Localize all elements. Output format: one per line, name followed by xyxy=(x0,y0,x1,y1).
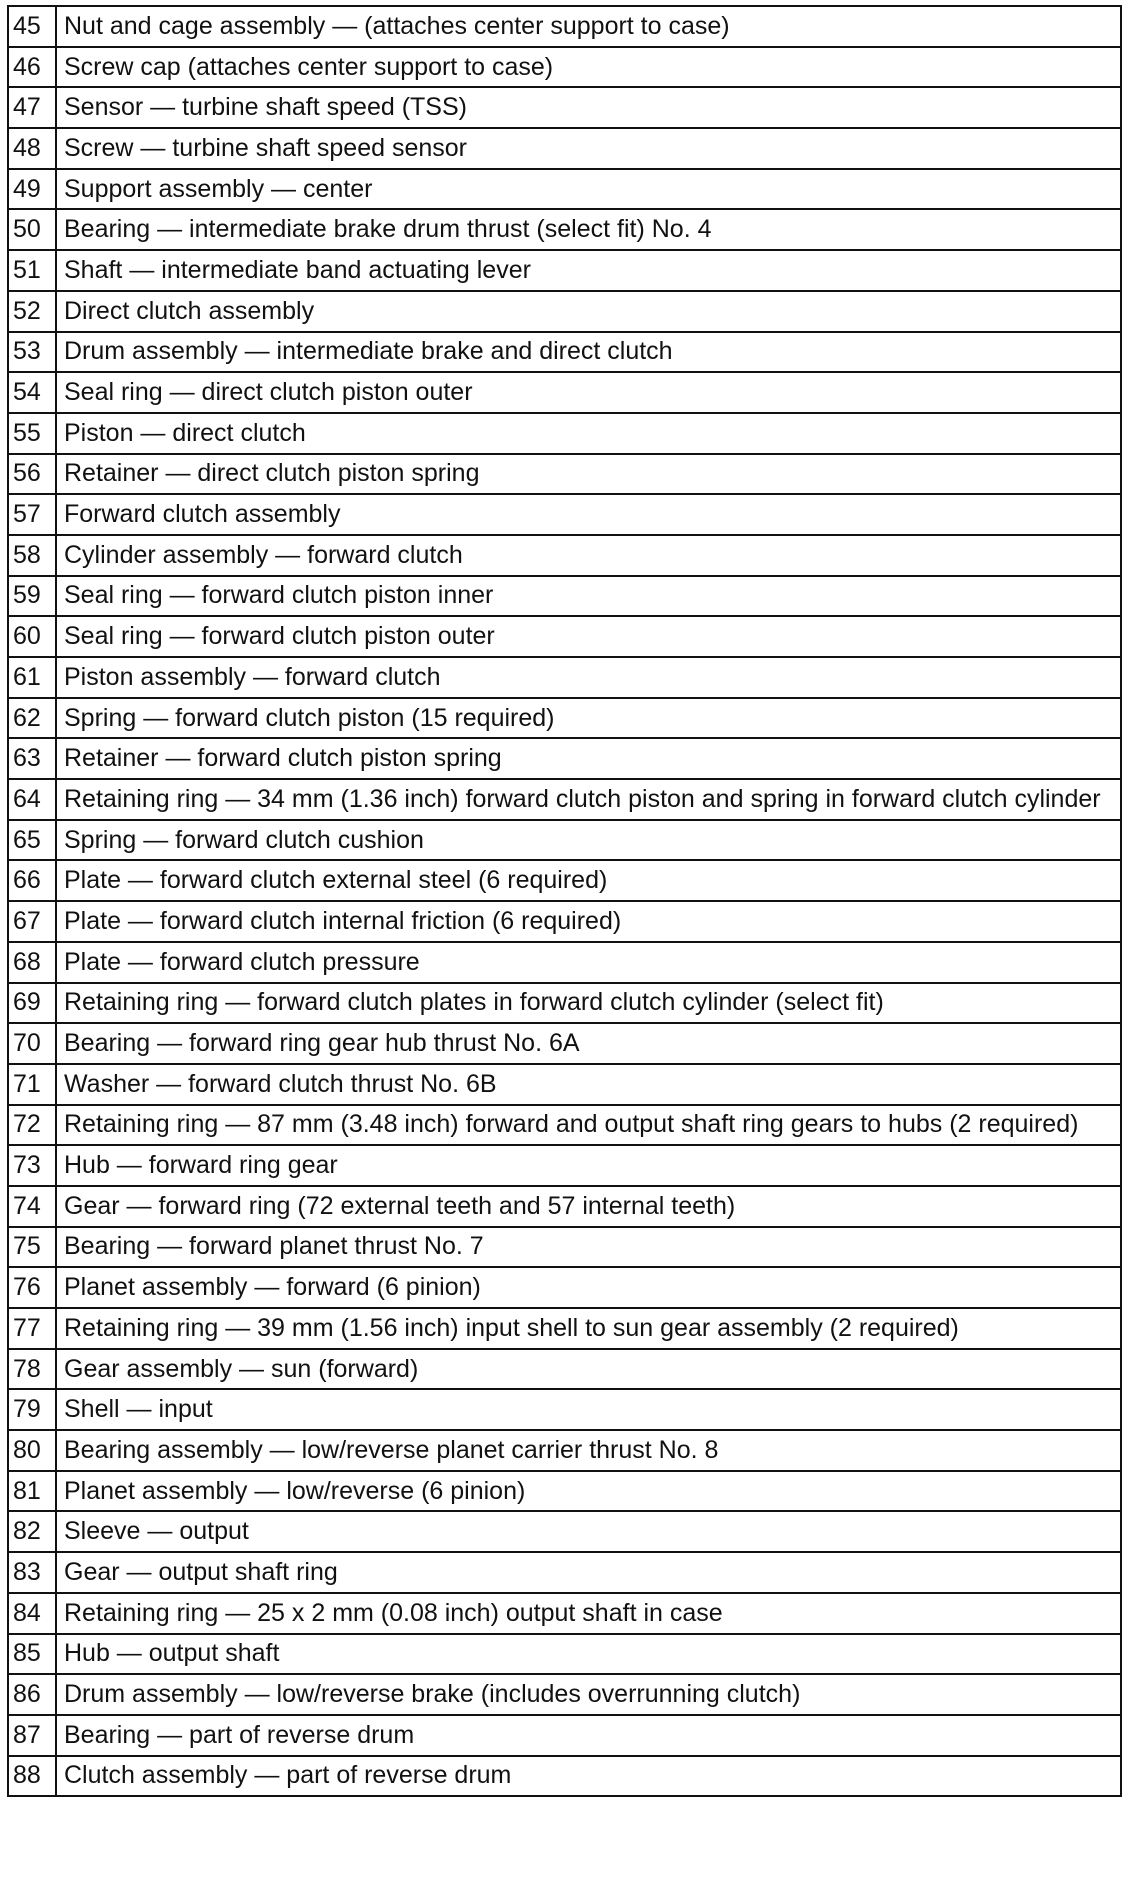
table-row xyxy=(8,983,1121,1024)
part-description: Plate — forward clutch external steel (6 required) xyxy=(56,860,1121,901)
table-row xyxy=(8,698,1121,739)
part-description: Hub — forward ring gear xyxy=(56,1145,1121,1186)
part-description: Bearing — forward planet thrust No. 7 xyxy=(56,1227,1121,1268)
part-number: 74 xyxy=(8,1186,56,1227)
part-description: Cylinder assembly — forward clutch xyxy=(56,535,1121,576)
table-row xyxy=(8,494,1121,535)
part-number: 88 xyxy=(8,1756,56,1797)
part-description: Drum assembly — low/reverse brake (includes overrunning clutch) xyxy=(56,1674,1121,1715)
table-row xyxy=(8,413,1121,454)
part-description: Gear — output shaft ring xyxy=(56,1552,1121,1593)
part-number: 78 xyxy=(8,1349,56,1390)
part-number: 54 xyxy=(8,372,56,413)
part-description: Piston assembly — forward clutch xyxy=(56,657,1121,698)
table-row xyxy=(8,1634,1121,1675)
part-description: Nut and cage assembly — (attaches center support to case) xyxy=(56,6,1121,47)
part-number: 51 xyxy=(8,250,56,291)
table-row xyxy=(8,169,1121,210)
part-description: Gear assembly — sun (forward) xyxy=(56,1349,1121,1390)
part-description: Bearing — forward ring gear hub thrust No. 6A xyxy=(56,1023,1121,1064)
part-description: Support assembly — center xyxy=(56,169,1121,210)
part-number: 60 xyxy=(8,616,56,657)
table-row xyxy=(8,1349,1121,1390)
table-row xyxy=(8,87,1121,128)
table-row xyxy=(8,128,1121,169)
part-number: 80 xyxy=(8,1430,56,1471)
table-row xyxy=(8,291,1121,332)
part-number: 55 xyxy=(8,413,56,454)
table-row xyxy=(8,1145,1121,1186)
table-row xyxy=(8,250,1121,291)
part-number: 63 xyxy=(8,738,56,779)
part-number: 87 xyxy=(8,1715,56,1756)
part-description: Forward clutch assembly xyxy=(56,494,1121,535)
part-number: 49 xyxy=(8,169,56,210)
part-number: 52 xyxy=(8,291,56,332)
part-description: Retainer — direct clutch piston spring xyxy=(56,454,1121,495)
part-description: Retaining ring — 25 x 2 mm (0.08 inch) output shaft in case xyxy=(56,1593,1121,1634)
part-number: 65 xyxy=(8,820,56,861)
table-row xyxy=(8,1552,1121,1593)
part-description: Direct clutch assembly xyxy=(56,291,1121,332)
table-row xyxy=(8,1756,1121,1797)
part-description: Hub — output shaft xyxy=(56,1634,1121,1675)
table-row xyxy=(8,779,1121,820)
table-row xyxy=(8,1511,1121,1552)
part-number: 68 xyxy=(8,942,56,983)
part-number: 73 xyxy=(8,1145,56,1186)
part-description: Spring — forward clutch piston (15 required) xyxy=(56,698,1121,739)
part-description: Clutch assembly — part of reverse drum xyxy=(56,1756,1121,1797)
table-row xyxy=(8,1471,1121,1512)
part-number: 75 xyxy=(8,1227,56,1268)
part-description: Plate — forward clutch internal friction (6 required) xyxy=(56,901,1121,942)
part-description: Seal ring — forward clutch piston inner xyxy=(56,576,1121,617)
table-row xyxy=(8,1593,1121,1634)
table-row xyxy=(8,6,1121,47)
part-number: 56 xyxy=(8,454,56,495)
table-row xyxy=(8,1267,1121,1308)
part-number: 79 xyxy=(8,1389,56,1430)
part-description: Retainer — forward clutch piston spring xyxy=(56,738,1121,779)
part-number: 61 xyxy=(8,657,56,698)
table-row xyxy=(8,535,1121,576)
part-number: 82 xyxy=(8,1511,56,1552)
part-description: Shaft — intermediate band actuating lever xyxy=(56,250,1121,291)
part-description: Planet assembly — low/reverse (6 pinion) xyxy=(56,1471,1121,1512)
table-row xyxy=(8,209,1121,250)
table-row xyxy=(8,1105,1121,1146)
part-number: 59 xyxy=(8,576,56,617)
table-row xyxy=(8,332,1121,373)
table-row xyxy=(8,1186,1121,1227)
table-row xyxy=(8,1715,1121,1756)
part-description: Gear — forward ring (72 external teeth and 57 internal teeth) xyxy=(56,1186,1121,1227)
part-number: 57 xyxy=(8,494,56,535)
table-row xyxy=(8,47,1121,88)
part-number: 50 xyxy=(8,209,56,250)
part-description: Retaining ring — 34 mm (1.36 inch) forward clutch piston and spring in forward clutch cylinder xyxy=(56,779,1121,820)
part-description: Retaining ring — 39 mm (1.56 inch) input shell to sun gear assembly (2 required) xyxy=(56,1308,1121,1349)
part-description: Seal ring — direct clutch piston outer xyxy=(56,372,1121,413)
part-number: 47 xyxy=(8,87,56,128)
part-description: Seal ring — forward clutch piston outer xyxy=(56,616,1121,657)
part-number: 85 xyxy=(8,1634,56,1675)
part-number: 72 xyxy=(8,1105,56,1146)
part-description: Sleeve — output xyxy=(56,1511,1121,1552)
part-number: 58 xyxy=(8,535,56,576)
table-row xyxy=(8,1064,1121,1105)
table-row xyxy=(8,1430,1121,1471)
part-number: 67 xyxy=(8,901,56,942)
part-number: 62 xyxy=(8,698,56,739)
table-row xyxy=(8,942,1121,983)
part-number: 46 xyxy=(8,47,56,88)
part-number: 64 xyxy=(8,779,56,820)
part-number: 69 xyxy=(8,983,56,1024)
part-number: 66 xyxy=(8,860,56,901)
part-number: 53 xyxy=(8,332,56,373)
part-description: Retaining ring — forward clutch plates in forward clutch cylinder (select fit) xyxy=(56,983,1121,1024)
parts-legend-table xyxy=(7,5,1122,1797)
part-description: Planet assembly — forward (6 pinion) xyxy=(56,1267,1121,1308)
part-number: 70 xyxy=(8,1023,56,1064)
part-number: 71 xyxy=(8,1064,56,1105)
part-description: Retaining ring — 87 mm (3.48 inch) forward and output shaft ring gears to hubs (2 required) xyxy=(56,1105,1121,1146)
part-description: Plate — forward clutch pressure xyxy=(56,942,1121,983)
table-row xyxy=(8,1023,1121,1064)
table-row xyxy=(8,454,1121,495)
part-description: Bearing assembly — low/reverse planet carrier thrust No. 8 xyxy=(56,1430,1121,1471)
table-row xyxy=(8,1674,1121,1715)
table-row xyxy=(8,1308,1121,1349)
table-row xyxy=(8,901,1121,942)
table-row xyxy=(8,1227,1121,1268)
part-description: Shell — input xyxy=(56,1389,1121,1430)
part-number: 48 xyxy=(8,128,56,169)
part-number: 83 xyxy=(8,1552,56,1593)
table-row xyxy=(8,738,1121,779)
table-row xyxy=(8,372,1121,413)
part-description: Washer — forward clutch thrust No. 6B xyxy=(56,1064,1121,1105)
part-number: 81 xyxy=(8,1471,56,1512)
part-description: Spring — forward clutch cushion xyxy=(56,820,1121,861)
part-number: 86 xyxy=(8,1674,56,1715)
part-description: Bearing — part of reverse drum xyxy=(56,1715,1121,1756)
part-number: 84 xyxy=(8,1593,56,1634)
part-description: Bearing — intermediate brake drum thrust (select fit) No. 4 xyxy=(56,209,1121,250)
parts-table-body xyxy=(8,6,1121,1796)
part-description: Piston — direct clutch xyxy=(56,413,1121,454)
table-row xyxy=(8,616,1121,657)
table-row xyxy=(8,860,1121,901)
table-row xyxy=(8,576,1121,617)
part-description: Screw cap (attaches center support to case) xyxy=(56,47,1121,88)
part-description: Screw — turbine shaft speed sensor xyxy=(56,128,1121,169)
table-row xyxy=(8,657,1121,698)
table-row xyxy=(8,820,1121,861)
table-row xyxy=(8,1389,1121,1430)
part-number: 77 xyxy=(8,1308,56,1349)
part-description: Drum assembly — intermediate brake and direct clutch xyxy=(56,332,1121,373)
part-number: 45 xyxy=(8,6,56,47)
part-description: Sensor — turbine shaft speed (TSS) xyxy=(56,87,1121,128)
part-number: 76 xyxy=(8,1267,56,1308)
